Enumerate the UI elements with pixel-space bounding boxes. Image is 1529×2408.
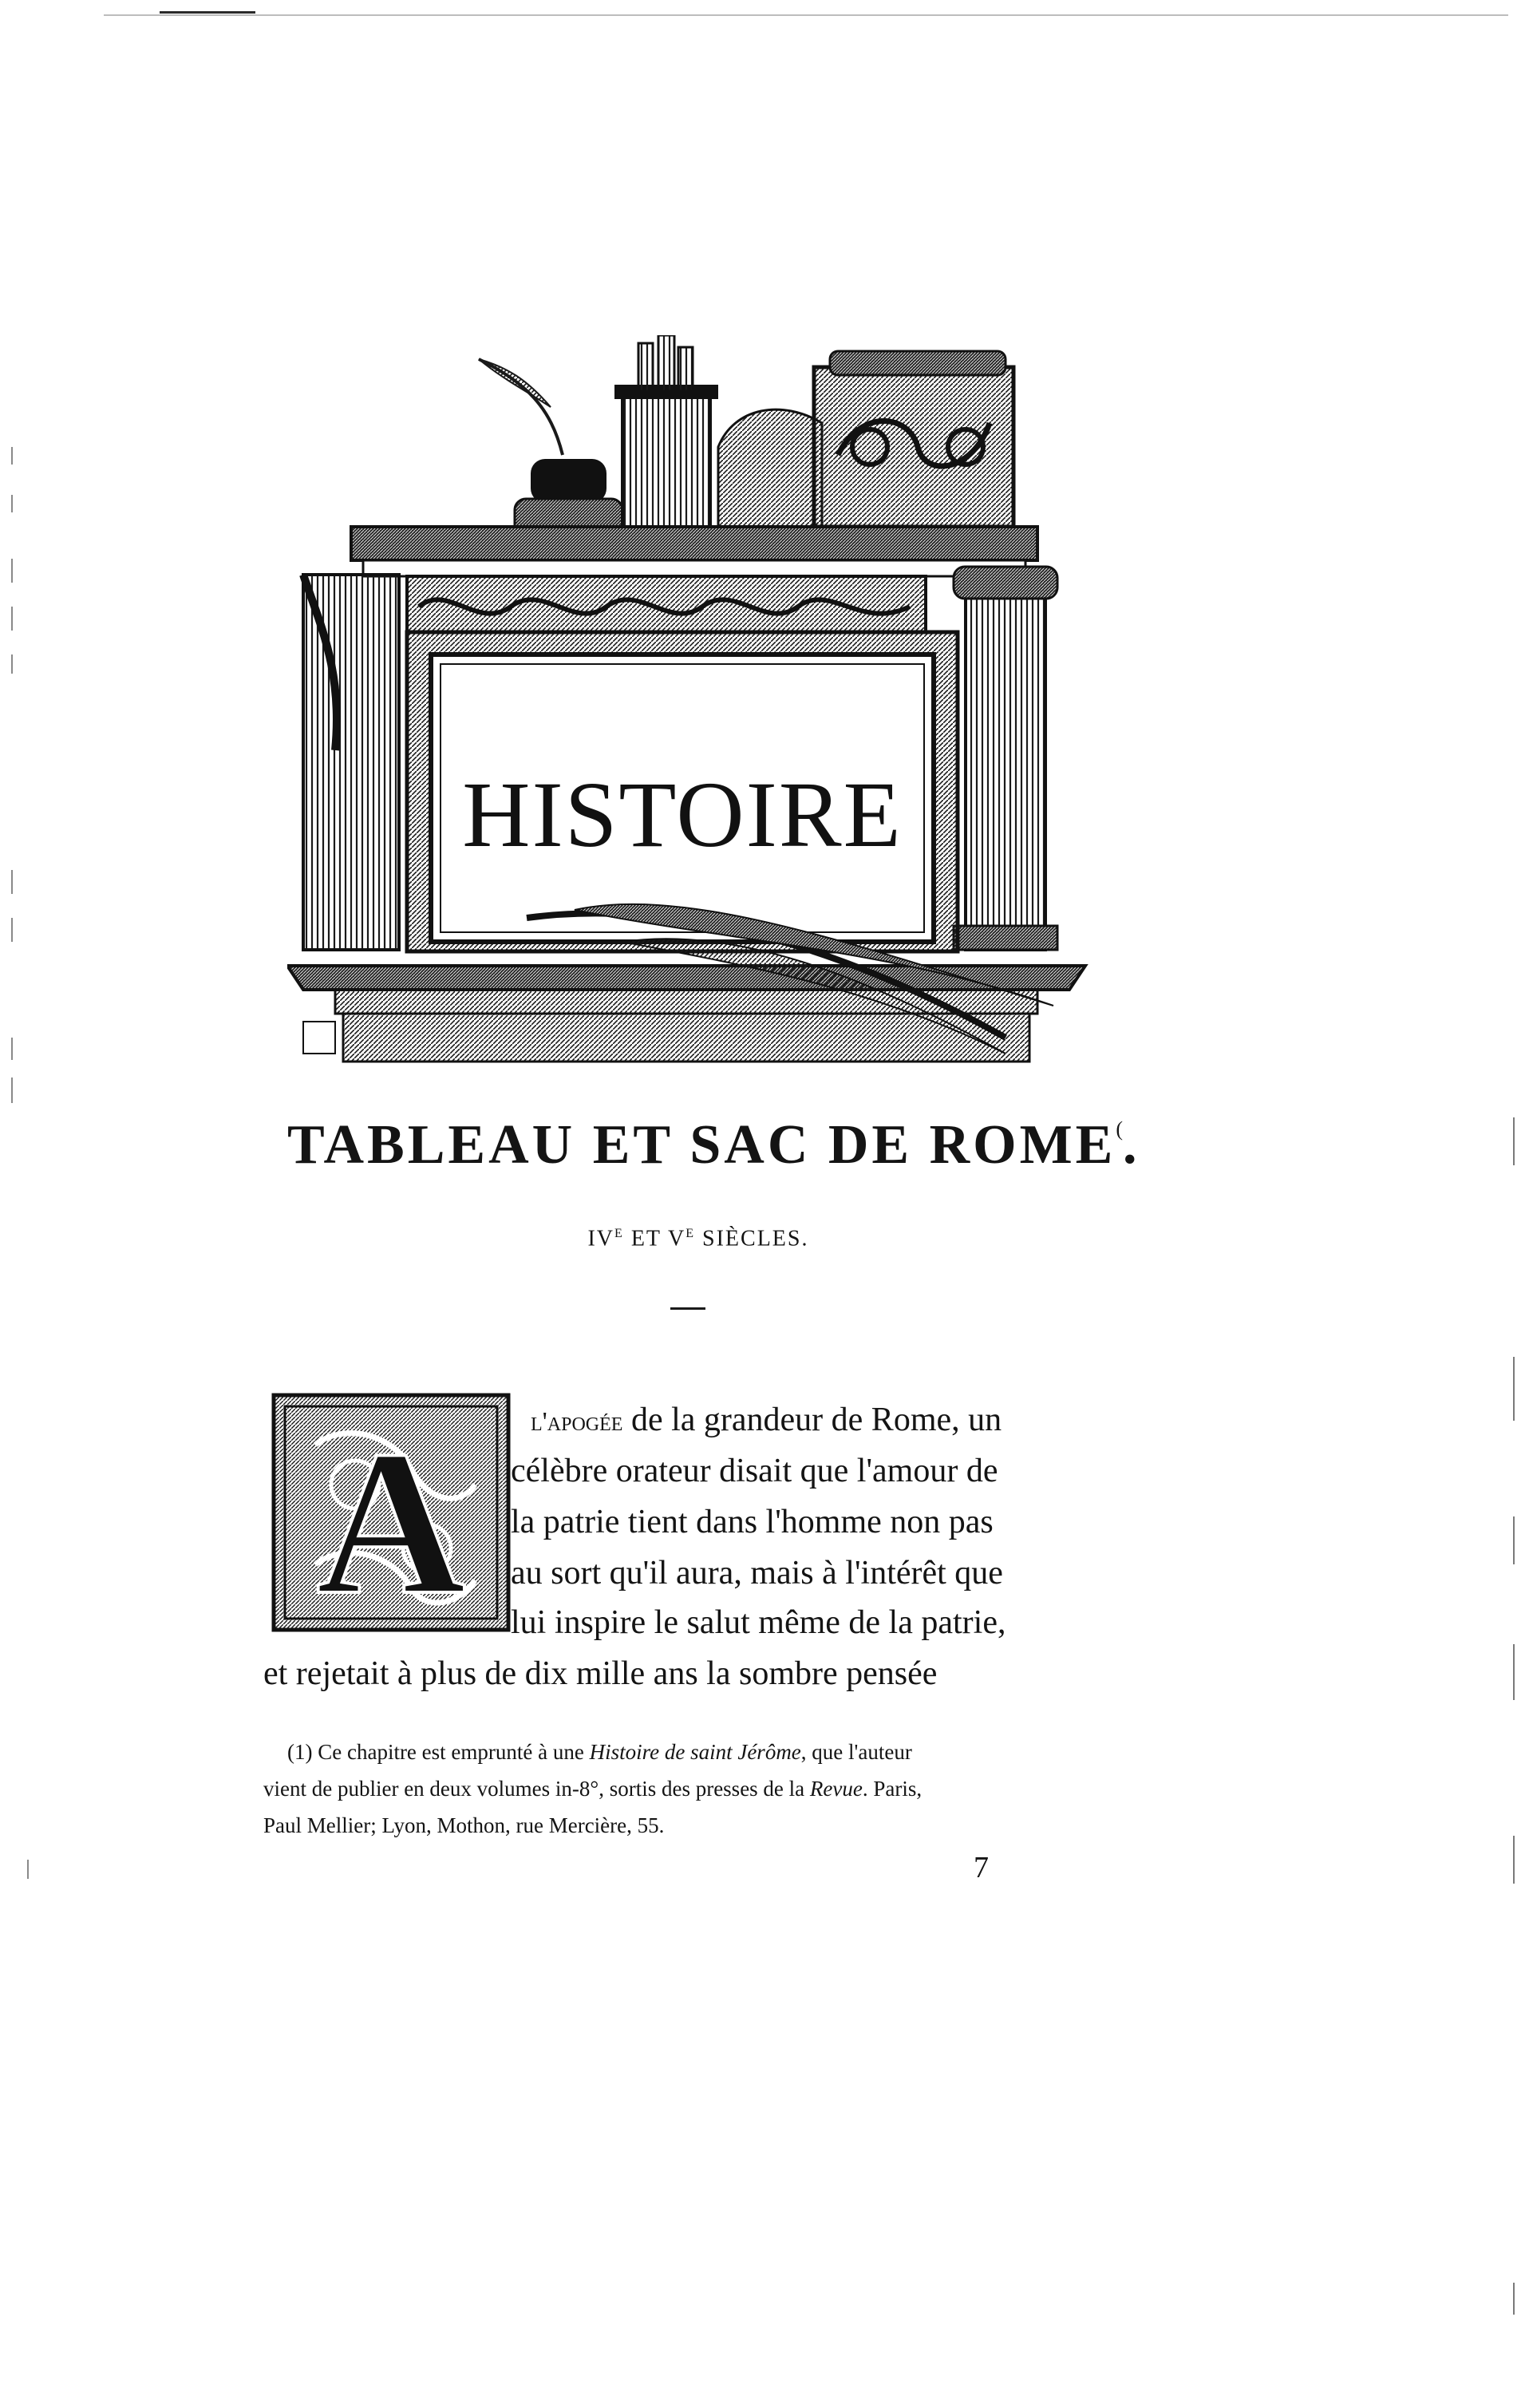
margin-mark — [1513, 1644, 1515, 1700]
paragraph-line — [531, 1403, 1002, 1437]
margin-mark — [1513, 1836, 1515, 1884]
footnote-text: (1) Ce chapitre est emprunté à une — [287, 1740, 590, 1764]
vignette-word: HISTOIRE — [462, 762, 903, 867]
margin-mark — [11, 870, 13, 894]
footnote-line — [263, 1778, 1149, 1800]
paragraph-line: la patrie tient dans l'homme non pas — [511, 1504, 994, 1540]
subtitle-century-2: V — [668, 1226, 686, 1251]
margin-mark — [11, 1077, 13, 1103]
footnote-line: Paul Mellier; Lyon, Mothon, rue Mercière, 55. — [263, 1813, 665, 1837]
paragraph-line: au sort qu'il aura, mais à l'intérêt que — [511, 1555, 1003, 1591]
subtitle-century-1: IV — [587, 1226, 615, 1251]
footnote-text: vient de publier en deux volumes in-8°, sortis des presses de la — [263, 1777, 810, 1801]
subtitle-centuries: SIÈCLES. — [702, 1226, 809, 1251]
paragraph-line-text: de la grandeur de Rome, un — [622, 1402, 1002, 1438]
small-caps-lead: l'apogée — [531, 1407, 623, 1437]
margin-mark — [11, 918, 13, 942]
margin-mark — [1513, 1357, 1515, 1421]
decorated-initial-letter — [267, 1389, 515, 1636]
subtitle-ordinal-2: e — [685, 1221, 696, 1242]
initial-letter-glyph: A — [316, 1408, 466, 1636]
histoire-vignette-engraving — [287, 335, 1101, 1077]
margin-mark — [11, 447, 13, 465]
margin-mark — [1513, 1117, 1515, 1165]
footnote-line — [263, 1742, 1173, 1763]
footnote-journal-title: Revue — [809, 1777, 863, 1801]
scan-edge-mark — [160, 11, 255, 14]
margin-mark — [11, 654, 13, 674]
subtitle-ordinal-1: e — [614, 1221, 624, 1242]
title-text: TABLEAU ET SAC DE ROME — [287, 1114, 1116, 1176]
margin-mark — [1513, 1516, 1515, 1564]
margin-mark — [1513, 2283, 1515, 2315]
page-number: 7 — [974, 1851, 989, 1884]
chapter-subtitle — [287, 1221, 1109, 1251]
footnote-mark: ( — [1116, 1117, 1124, 1141]
chapter-title — [287, 1113, 1140, 1177]
margin-mark — [11, 607, 13, 631]
margin-mark — [11, 1038, 13, 1060]
scan-edge-line — [104, 14, 1508, 16]
margin-mark — [27, 1860, 29, 1879]
margin-mark — [11, 495, 13, 512]
paragraph-line: et rejetait à plus de dix mille ans la sombre pensée — [263, 1655, 938, 1692]
footnote-book-title: Histoire de saint Jérôme — [589, 1740, 801, 1764]
paragraph-line: lui inspire le salut même de la patrie, — [511, 1604, 1006, 1641]
title-period: . — [1123, 1114, 1140, 1176]
subtitle-et: ET — [630, 1226, 662, 1251]
footnote-text: . Paris, — [862, 1777, 923, 1801]
paragraph-line: célèbre orateur disait que l'amour de — [511, 1453, 998, 1489]
margin-mark — [11, 559, 13, 583]
footnote-text: , que l'auteur — [800, 1740, 912, 1764]
section-rule — [670, 1307, 705, 1310]
